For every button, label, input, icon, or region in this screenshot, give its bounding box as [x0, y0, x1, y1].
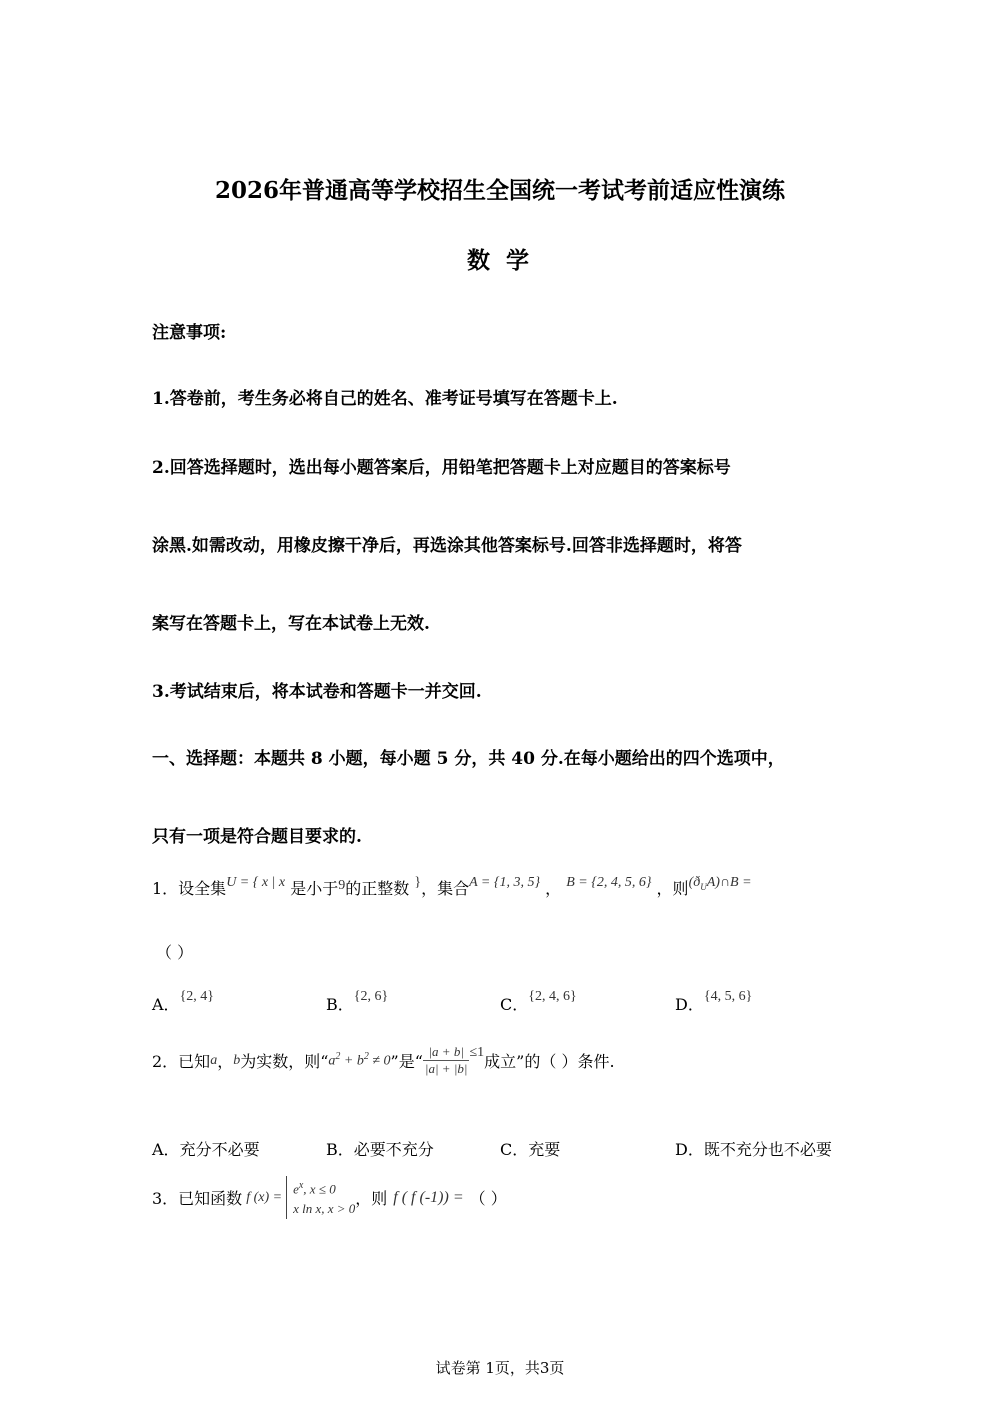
q1-lead: 1．设全集 — [152, 879, 227, 898]
q1-universal-set: U = { x | x — [226, 875, 286, 890]
q3-expr: f ( f (-1)) = — [393, 1188, 464, 1206]
q1-set-b: B = {2, 4, 5, 6} — [566, 875, 652, 890]
q2-lead: 2．已知 — [152, 1052, 211, 1071]
q1-set-a: A = {1, 3, 5} — [469, 875, 541, 890]
q1-option-c[interactable]: C．{2, 4, 6} — [500, 989, 577, 1014]
q3-fx: f (x) = — [246, 1189, 283, 1205]
q2-var-a: a — [210, 1052, 218, 1068]
notice-item-3: 3.考试结束后，将本试卷和答题卡一并交回. — [152, 682, 482, 702]
notice-item-2-line3: 案写在答题卡上，写在本试卷上无效. — [152, 614, 430, 634]
page-footer: 试卷第 1页，共3页 — [435, 1359, 565, 1377]
q1-option-b[interactable]: B．{2, 6} — [326, 989, 389, 1014]
q1-mid: 是小于 — [290, 879, 339, 898]
question-1-stem — [152, 876, 752, 900]
question-3-stem: 3．已知函数 f (x) = $e^x$, x ≤ 0 x ln x, x > 0 ，则 f ( f (-1)) = （ ） — [152, 1176, 507, 1219]
q2-option-d[interactable]: D．既不充分也不必要 — [675, 1140, 832, 1159]
q2-le-one: ≤1 — [469, 1044, 485, 1060]
q1-nine: 9 — [338, 878, 346, 893]
question-2-stem: 2．已知 a ， b 为实数，则“ $a^2 + b^2 \ne 0$ ”是“ $\frac{|a + b|}{|a| + |b|}$ ≤1 成立”的（ ）条件. — [152, 1044, 615, 1076]
notice-item-2-line1: 2.回答选择题时，选出每小题答案后，用铅笔把答题卡上对应题目的答案标号 — [152, 458, 731, 478]
q2-var-b: b — [233, 1052, 241, 1068]
notice-item-2-line2: 涂黑.如需改动，用橡皮擦干净后，再选涂其他答案标号.回答非选择题时，将答 — [152, 536, 742, 556]
q1-close-brace: } — [414, 875, 422, 890]
q3-lead: 3．已知函数 — [152, 1189, 243, 1209]
q3-piecewise: $e^x$, x ≤ 0 x ln x, x > 0 — [286, 1176, 355, 1219]
q1-then: ，则 — [656, 879, 689, 898]
q3-answer-paren: （ ） — [469, 1189, 507, 1209]
q2-fraction: $\frac{|a + b|}{|a| + |b|}$ — [424, 1044, 468, 1076]
q1-comma: ， — [545, 879, 562, 898]
q1-set-word: ，集合 — [421, 879, 470, 898]
q2-option-b[interactable]: B．必要不充分 — [326, 1140, 434, 1159]
q1-after: 的正整数 — [345, 879, 410, 898]
q1-option-d[interactable]: D．{4, 5, 6} — [675, 989, 753, 1014]
q1-answer-paren: （ ） — [156, 943, 194, 962]
notice-item-1: 1.答卷前，考生务必将自己的姓名、准考证号填写在答题卡上. — [152, 389, 618, 409]
q2-condition: $a^2 + b^2 \ne 0$ — [328, 1051, 391, 1069]
subject-title: 数 学 — [466, 247, 533, 274]
notice-heading: 注意事项: — [152, 323, 227, 343]
exam-title: 2026年普通高等学校招生全国统一考试考前适应性演练 — [214, 177, 785, 204]
section-heading-line1: 一、选择题：本题共 8 小题，每小题 5 分，共 40 分.在每小题给出的四个选项中， — [152, 749, 785, 769]
q1-option-a[interactable]: A．{2, 4} — [152, 989, 215, 1014]
q2-option-a[interactable]: A．充分不必要 — [152, 1140, 260, 1159]
q2-option-c[interactable]: C．充要 — [500, 1140, 561, 1159]
q1-result-expr: $(ð_UA)\cap B$ = — [688, 875, 752, 892]
section-heading-line2: 只有一项是符合题目要求的. — [152, 827, 362, 847]
